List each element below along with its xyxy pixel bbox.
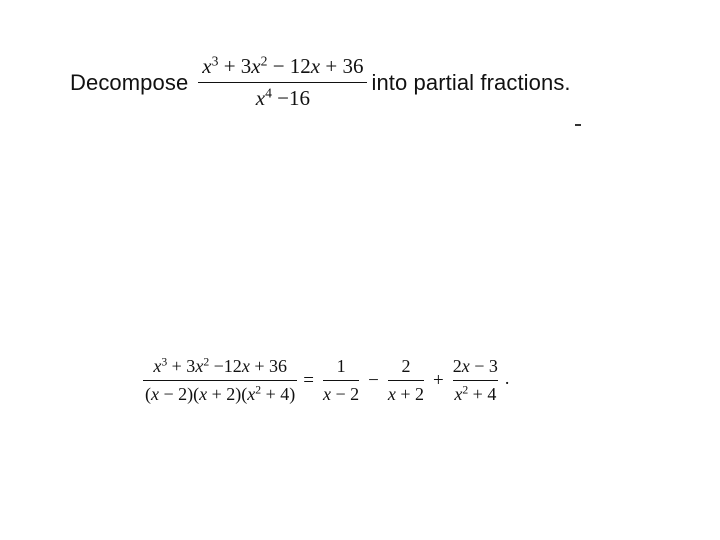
problem-fraction-bar bbox=[198, 82, 367, 83]
term3-fraction bbox=[453, 356, 498, 405]
term2-numerator: 2 bbox=[401, 356, 411, 376]
lhs-numerator: $x^3 + 3x^2 -12x + 36$ bbox=[153, 355, 287, 376]
term3-numerator: 2x − 3 bbox=[452, 356, 498, 376]
term2-denominator: x + 2 bbox=[387, 384, 425, 405]
term1-fraction-bar bbox=[323, 380, 359, 381]
term1-numerator: 1 bbox=[336, 356, 346, 376]
problem-numerator: $x^3 + 3x^2 - 12x + 36$ bbox=[202, 53, 364, 78]
term1-denominator: x − 2 bbox=[323, 384, 360, 405]
problem-fraction bbox=[198, 54, 367, 111]
term2-fraction bbox=[388, 356, 424, 405]
stray-dash-mark bbox=[575, 124, 581, 126]
lhs-fraction-bar bbox=[143, 380, 297, 381]
equals-sign: = bbox=[303, 369, 314, 391]
lhs-denominator: $(x - 2)(x + 2)(x^2 + 4)$ bbox=[145, 383, 296, 405]
term3-fraction-bar bbox=[453, 380, 498, 381]
problem-trail-text: into partial fractions. bbox=[371, 69, 571, 95]
problem-statement bbox=[70, 54, 571, 111]
minus-operator: − bbox=[368, 369, 379, 391]
solution-equation bbox=[143, 356, 509, 405]
plus-operator: + bbox=[433, 369, 444, 391]
lhs-fraction bbox=[143, 356, 297, 405]
term2-fraction-bar bbox=[388, 380, 424, 381]
problem-denominator: $x^4 -16$ bbox=[255, 85, 310, 111]
term1-fraction bbox=[323, 356, 359, 405]
equation-period: . bbox=[504, 368, 510, 389]
term3-denominator: $x^2 + 4$ bbox=[454, 383, 497, 405]
problem-lead-text: Decompose bbox=[70, 69, 189, 95]
